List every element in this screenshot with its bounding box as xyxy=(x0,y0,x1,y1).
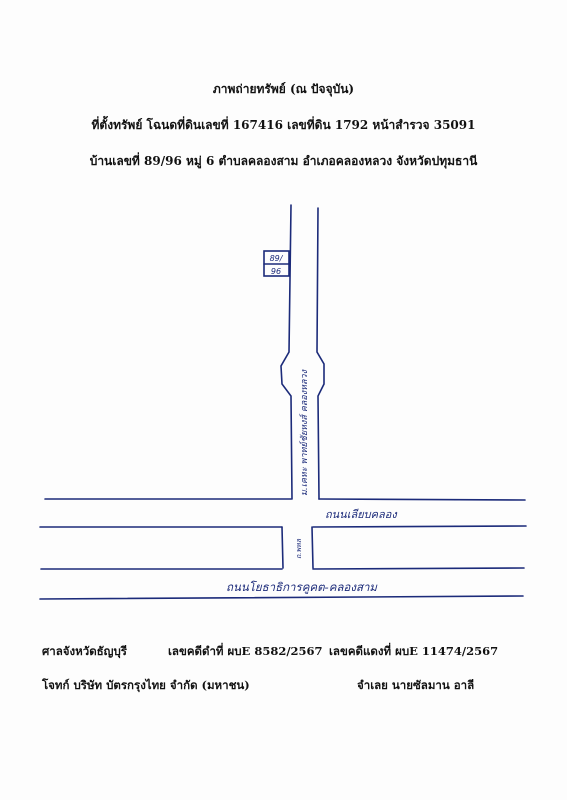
house-number-bottom: 96 xyxy=(270,267,282,276)
upper-road-top-edge xyxy=(45,499,525,500)
house-number-top: 89/ xyxy=(269,254,283,263)
property-location-line: ที่ตั้งทรัพย์ โฉนดที่ดินเลขที่ 167416 เลขที่ดิน 1792 หน้าสำรวจ 35091 xyxy=(91,118,476,132)
property-address-line: บ้านเลขที่ 89/96 หมู่ 6 ตำบลคลองสาม อำเภอคลองหลวง จังหวัดปทุมธานี xyxy=(89,154,478,168)
connector-left-edge xyxy=(282,527,283,568)
defendant-line: จำเลย นายซัลมาน อาลี xyxy=(357,678,475,692)
plaintiff-line: โจทก์ บริษัท บัตรกรุงไทย จำกัด (มหาชน) xyxy=(42,678,250,692)
connector-label: ถ.พหล xyxy=(295,539,303,559)
black-case-number: เลขคดีดำที่ ผบE 8582/2567 xyxy=(168,644,323,658)
lower-road-label: ถนนโยธาธิการคูคต-คลองสาม xyxy=(226,580,378,594)
court-name: ศาลจังหวัดธัญบุรี xyxy=(42,644,127,658)
red-case-number: เลขคดีแดงที่ ผบE 11474/2567 xyxy=(329,644,499,658)
upper-road-bottom-edge xyxy=(40,526,526,527)
soi-left-edge xyxy=(281,205,292,499)
upper-road-label: ถนนเลียบคลอง xyxy=(325,508,397,521)
soi-vertical-label: ม.เคหะ พาทย์ชัยหงส์ คลองหลวง xyxy=(300,369,310,496)
connector-right-edge xyxy=(312,527,313,568)
soi-right-edge xyxy=(317,208,324,499)
page-title: ภาพถ่ายทรัพย์ (ณ ปัจจุบัน) xyxy=(212,82,355,96)
lower-road-bottom-edge xyxy=(40,596,523,599)
